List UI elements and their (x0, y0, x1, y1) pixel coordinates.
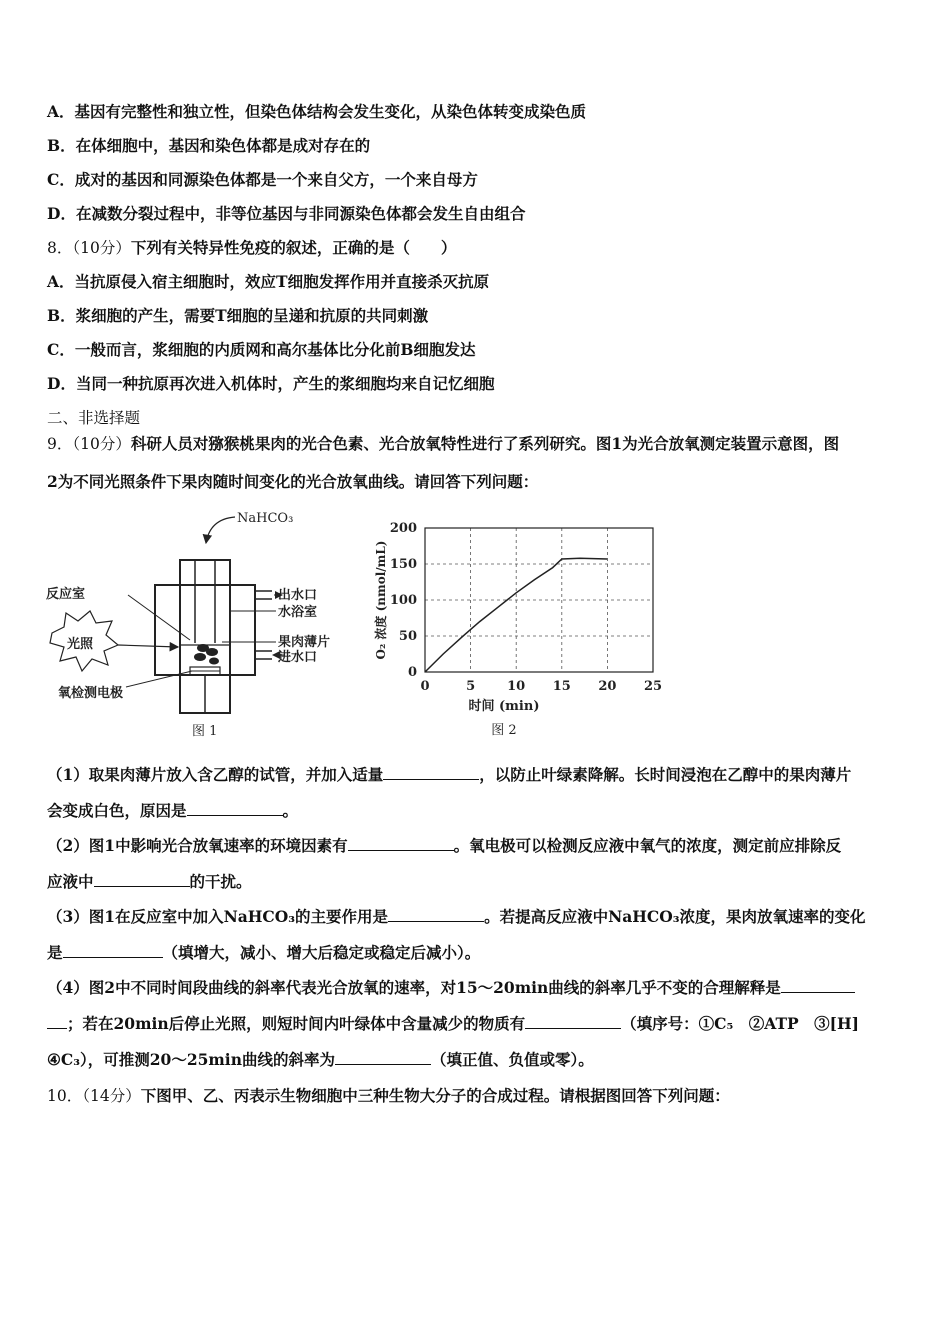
q8-stem: 8．（10分）下列有关特异性免疫的叙述，正确的是（ ） (47, 238, 457, 257)
y-tick-label: 200 (389, 521, 417, 536)
y-tick-label: 100 (389, 593, 417, 608)
figure-1-apparatus (40, 505, 350, 745)
q9-stem-line2: 2为不同光照条件下果肉随时间变化的光合放氧曲线。请回答下列问题： (47, 472, 539, 491)
fig1-label-inlet: 进水口 (278, 650, 318, 665)
q10-stem: 10．（14分）下图甲、乙、丙表示生物细胞中三种生物大分子的合成过程。请根据图回答下列问题： (47, 1086, 730, 1105)
y-tick-label: 50 (398, 629, 417, 644)
x-tick-label: 25 (643, 679, 663, 694)
x-tick-label: 5 (466, 679, 476, 694)
blank-2[interactable] (187, 801, 283, 816)
blank-9[interactable] (335, 1050, 431, 1065)
q9-sub4-line3: ④C₃），可推测20～25min曲线的斜率为 （填正值、负值或零）。 (47, 1050, 594, 1069)
blank-5[interactable] (388, 907, 484, 922)
chart-caption: 图 2 (491, 723, 517, 738)
x-tick-label: 0 (420, 679, 430, 694)
q9-sub1-line2: 会变成白色，原因是 。 (47, 801, 299, 820)
q8-option-c: C．一般而言，浆细胞的内质网和高尔基体比分化前B细胞发达 (47, 340, 476, 359)
fig1-nahco3-arrow (206, 517, 235, 543)
blank-7b[interactable] (47, 1014, 67, 1029)
q8-option-b: B．浆细胞的产生，需要T细胞的呈递和抗原的共同刺激 (47, 306, 429, 325)
chart-ylabel: O₂ 浓度 (nmol/mL) (374, 540, 388, 660)
q7-option-b: B．在体细胞中，基因和染色体都是成对存在的 (47, 136, 371, 155)
q9-sub4-line1: （4）图2中不同时间段曲线的斜率代表光合放氧的速率，对15～20min曲线的斜率几乎不变的合理解释是 (47, 978, 855, 998)
q8-option-d: D．当同一种抗原再次进入机体时，产生的浆细胞均来自记忆细胞 (47, 374, 495, 393)
q7-option-a: A．基因有完整性和独立性，但染色体结构会发生变化，从染色体转变成染色质 (47, 102, 587, 121)
chart-xlabel: 时间 (min) (468, 699, 540, 714)
y-tick-label: 150 (389, 557, 417, 572)
blank-4[interactable] (94, 872, 190, 887)
figure-2-chart (370, 510, 680, 740)
fig1-label-reaction-chamber: 反应室 (46, 587, 86, 602)
q8-option-a: A．当抗原侵入宿主细胞时，效应T细胞发挥作用并直接杀灭抗原 (47, 272, 490, 291)
q9-sub3-line1: （3）图1在反应室中加入NaHCO₃的主要作用是 。若提高反应液中NaHCO₃浓度，果肉放氧速率的变化 (47, 907, 866, 926)
fig1-label-water-bath: 水浴室 (278, 605, 318, 620)
q9-sub1-line1: （1）取果肉薄片放入含乙醇的试管，并加入适量 ，以防止叶绿素降解。长时间浸泡在乙醇中的果肉薄片 (47, 765, 852, 784)
x-tick-label: 20 (598, 679, 617, 694)
section-heading: 二、非选择题 (47, 409, 141, 427)
q7-option-c: C．成对的基因和同源染色体都是一个来自父方，一个来自母方 (47, 170, 478, 189)
q7-option-d: D．在减数分裂过程中，非等位基因与非同源染色体都会发生自由组合 (47, 204, 526, 223)
blank-7a[interactable] (781, 978, 855, 993)
fig1-label-fruit-slice: 果肉薄片 (278, 635, 331, 650)
fig1-label-electrode: 氧检测电极 (58, 686, 124, 701)
x-tick-label: 15 (552, 679, 571, 694)
q9-sub4-line2: ；若在20min后停止光照，则短时间内叶绿体中含量减少的物质有 （填序号：①C₅ ②ATP ③[H] (47, 1014, 859, 1034)
y-tick-label: 0 (407, 665, 417, 680)
blank-6[interactable] (63, 943, 163, 958)
fig1-label-outlet: 出水口 (278, 588, 318, 603)
fig1-fruit-slices (194, 644, 219, 665)
fig1-label-light: 光照 (67, 637, 94, 652)
q9-stem-line1: 9．（10分）科研人员对猕猴桃果肉的光合色素、光合放氧特性进行了系列研究。图1为光合放氧测定装置示意图，图 (47, 434, 840, 453)
fig1-water-bath-vessel (155, 585, 255, 675)
q9-sub2-line1: （2）图1中影响光合放氧速率的环境因素有 。氧电极可以检测反应液中氧气的浓度，测定前应排除反 (47, 836, 842, 855)
fig1-label-nahco3: NaHCO₃ (237, 511, 294, 526)
q9-sub3-line2: 是 （填增大，减小、增大后稳定或稳定后减小）。 (47, 943, 481, 962)
fig1-caption: 图 1 (192, 724, 218, 739)
blank-1[interactable] (383, 765, 479, 780)
chart-grid (425, 528, 653, 672)
x-tick-label: 10 (507, 679, 526, 694)
blank-3[interactable] (348, 836, 454, 851)
blank-8[interactable] (525, 1014, 621, 1029)
q9-sub2-line2: 应液中 的干扰。 (47, 872, 252, 891)
